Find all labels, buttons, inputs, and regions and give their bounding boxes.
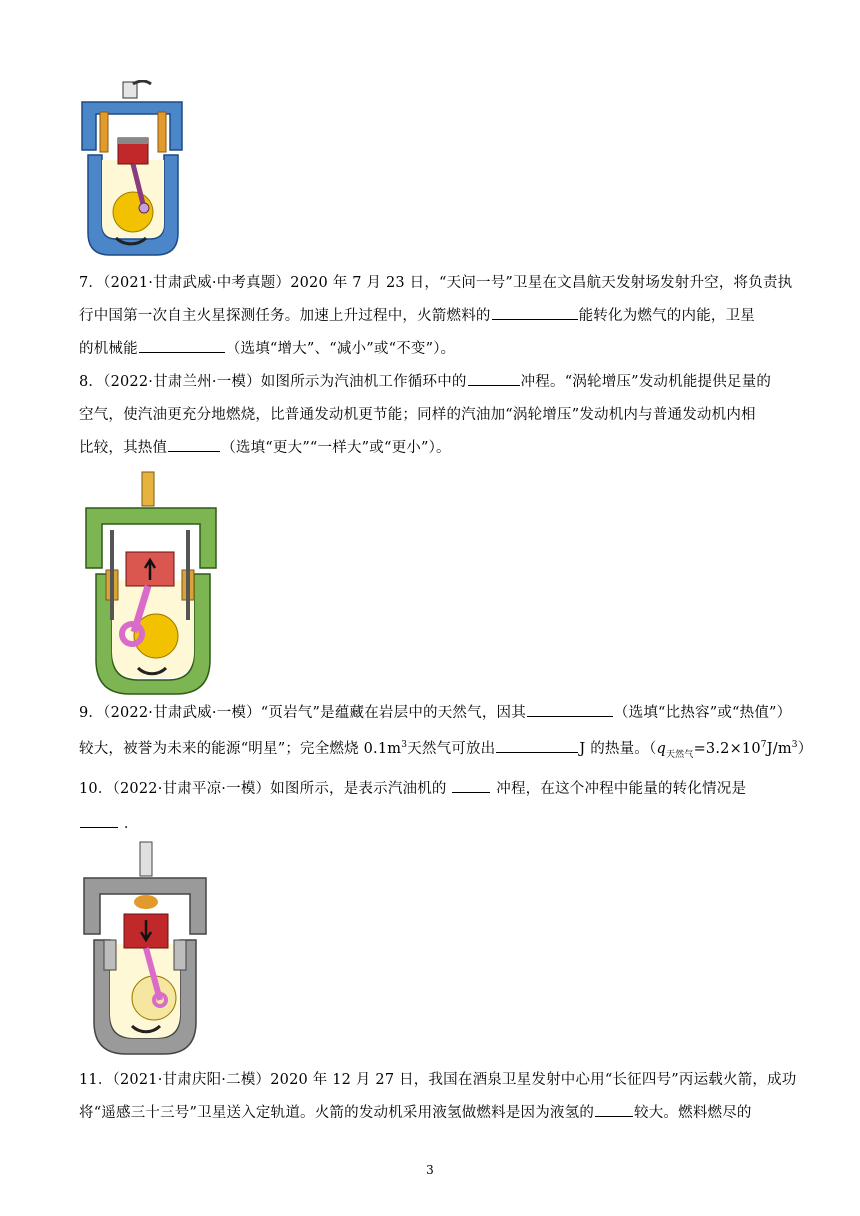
page-number: 3 bbox=[426, 1163, 434, 1177]
q7-line1: 7．（2021·甘肃武威·中考真题）2020 年 7 月 23 日，“天问一号”卫星在文昌航天发射场发射升空，将负责执 bbox=[79, 275, 793, 291]
engine-diagram-2 bbox=[82, 470, 222, 700]
answer-blank[interactable] bbox=[80, 815, 118, 828]
answer-blank[interactable] bbox=[492, 307, 578, 320]
q8-line1: 8．（2022·甘肃兰州·一模）如图所示为汽油机工作循环中的 冲程。“涡轮增压”发动机能提供足量的 bbox=[79, 374, 772, 390]
answer-blank[interactable] bbox=[527, 704, 613, 717]
q7-line2: 行中国第一次自主火星探测任务。加速上升过程中，火箭燃料的 能转化为燃气的内能，卫星 bbox=[79, 308, 756, 324]
q10-line2: ． bbox=[79, 812, 139, 833]
q10-line1: 10．（2022·甘肃平凉·一模）如图所示，是表示汽油机的 冲程，在这个冲程中能量的转化情况是 bbox=[79, 781, 747, 797]
answer-blank[interactable] bbox=[595, 1104, 633, 1117]
answer-blank[interactable] bbox=[452, 780, 490, 793]
q9-line2: 较大，被誉为未来的能源“明星”；完全燃烧 $0.1m^3$天然气可放出 J 的热量。$(q_{天然气}=3.2\times 10^7J/m^3)$ bbox=[79, 740, 813, 760]
q8-line2: 空气，使汽油更充分地燃烧，比普通发动机更节能；同样的汽油加“涡轮增压”发动机内与普通发动机内相 bbox=[79, 407, 756, 423]
q7-line3: 的机械能 （选填“增大”、“减小”或“不变”）。 bbox=[79, 341, 456, 357]
answer-blank[interactable] bbox=[468, 373, 520, 386]
engine-diagram-1 bbox=[78, 80, 188, 260]
answer-blank[interactable] bbox=[139, 340, 225, 353]
engine-diagram-3 bbox=[80, 840, 210, 1058]
q9-line1: 9．（2022·甘肃武威·一模）“页岩气”是蕴藏在岩层中的天然气，因其 （选填“比热容”或“热值”） bbox=[79, 705, 792, 721]
q11-line1: 11．（2021·甘肃庆阳·二模）2020 年 12 月 27 日，我国在酒泉卫星发射中心用“长征四号”丙运载火箭，成功 bbox=[79, 1072, 797, 1088]
answer-blank[interactable] bbox=[496, 740, 578, 753]
q8-line3: 比较，其热值 （选填“更大”“一样大”或“更小”）。 bbox=[79, 440, 451, 456]
q11-line2: 将“遥感三十三号”卫星送入定轨道。火箭的发动机采用液氢做燃料是因为液氢的 较大。燃料燃尽的 bbox=[79, 1105, 752, 1121]
answer-blank[interactable] bbox=[168, 439, 220, 452]
